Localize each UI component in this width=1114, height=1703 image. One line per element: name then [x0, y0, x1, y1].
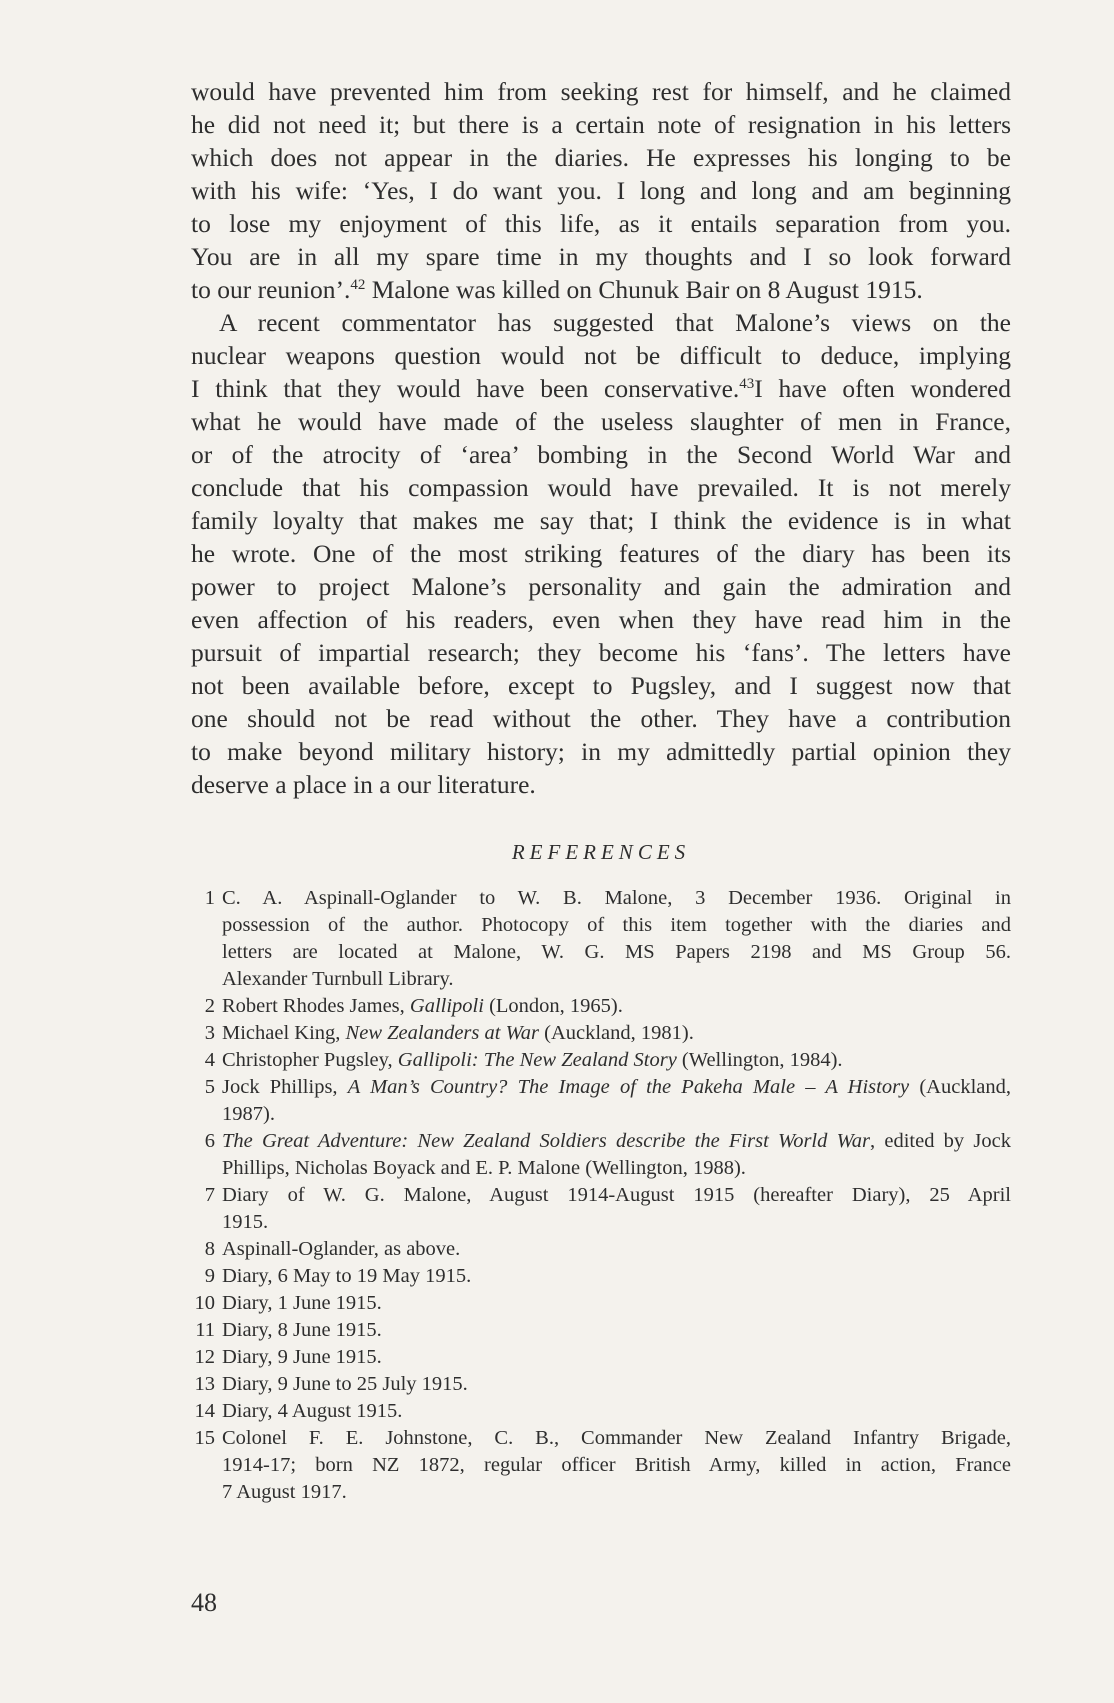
reference-item — [191, 1182, 1011, 1236]
paragraph — [191, 75, 1011, 306]
reference-line: Robert Rhodes James, Gallipoli (London, 1965). — [222, 995, 623, 1017]
reference-line: 1987). — [222, 1103, 275, 1125]
footnote-ref: 43 — [739, 376, 755, 392]
reference-number: 8 — [204, 1238, 215, 1260]
reference-item — [191, 1344, 1011, 1371]
text-line: You are in all my spare time in my thoughts and I so look forward — [191, 242, 1011, 271]
reference-line: C. A. Aspinall-Oglander to W. B. Malone, 3 December 1936. Original in — [222, 887, 1011, 909]
reference-number: 6 — [204, 1130, 215, 1152]
reference-line: Michael King, New Zealanders at War (Auckland, 1981). — [222, 1022, 694, 1044]
italic-title: The Great Adventure: New Zealand Soldiers describe the First World War — [222, 1130, 871, 1152]
reference-number: 2 — [204, 995, 215, 1017]
reference-line: Jock Phillips, A Man’s Country? The Image of the Pakeha Male – A History (Auckland, — [222, 1076, 1011, 1098]
reference-item — [191, 1398, 1011, 1425]
text-line: deserve a place in a our literature. — [191, 770, 536, 799]
reference-number: 9 — [204, 1265, 215, 1287]
reference-item — [191, 1425, 1011, 1506]
text-line: which does not appear in the diaries. He expresses his longing to be — [191, 143, 1011, 172]
text-line: family loyalty that makes me say that; I think the evidence is in what — [191, 506, 1011, 535]
reference-line: Phillips, Nicholas Boyack and E. P. Malone (Wellington, 1988). — [222, 1157, 746, 1179]
reference-line: Diary of W. G. Malone, August 1914-August 1915 (hereafter Diary), 25 April — [222, 1184, 1011, 1206]
reference-line: Aspinall-Oglander, as above. — [222, 1238, 461, 1260]
page-number: 48 — [191, 1588, 217, 1617]
text-line: one should not be read without the other. They have a contribution — [191, 704, 1011, 733]
text-line: to make beyond military history; in my admittedly partial opinion they — [191, 737, 1011, 766]
reference-line: possession of the author. Photocopy of this item together with the diaries and — [222, 914, 1011, 936]
reference-item — [191, 885, 1011, 993]
text-line: he did not need it; but there is a certain note of resignation in his letters — [191, 110, 1011, 139]
text-line: pursuit of impartial research; they become his ‘fans’. The letters have — [191, 638, 1011, 667]
reference-item — [191, 1263, 1011, 1290]
text-line: even affection of his readers, even when they have read him in the — [191, 605, 1011, 634]
reference-number: 13 — [194, 1373, 215, 1395]
reference-item — [191, 1128, 1011, 1182]
text-line: what he would have made of the useless slaughter of men in France, — [191, 407, 1011, 436]
body-text — [191, 75, 1011, 801]
reference-item — [191, 1371, 1011, 1398]
reference-item — [191, 1236, 1011, 1263]
reference-line: Diary, 9 June to 25 July 1915. — [222, 1373, 468, 1395]
reference-number: 5 — [204, 1076, 215, 1098]
references-list — [191, 885, 1011, 1506]
reference-item — [191, 1290, 1011, 1317]
text-line: he wrote. One of the most striking features of the diary has been its — [191, 539, 1011, 568]
references-heading: REFERENCES — [511, 840, 691, 864]
reference-number: 7 — [204, 1184, 215, 1206]
text-line: or of the atrocity of ‘area’ bombing in the Second World War and — [191, 440, 1011, 469]
reference-line: Diary, 1 June 1915. — [222, 1292, 382, 1314]
reference-number: 10 — [194, 1292, 215, 1314]
reference-line: 1915. — [222, 1211, 269, 1233]
reference-line: 1914-17; born NZ 1872, regular officer British Army, killed in action, France — [222, 1454, 1011, 1476]
text-line: A recent commentator has suggested that Malone’s views on the — [219, 308, 1011, 337]
text-line: with his wife: ‘Yes, I do want you. I long and long and am beginning — [191, 176, 1011, 205]
italic-title: Gallipoli — [409, 995, 484, 1017]
paragraph — [191, 306, 1011, 801]
reference-line: Diary, 6 May to 19 May 1915. — [222, 1265, 472, 1287]
reference-line: Diary, 4 August 1915. — [222, 1400, 403, 1422]
reference-line: Alexander Turnbull Library. — [222, 968, 454, 990]
reference-line: letters are located at Malone, W. G. MS Papers 2198 and MS Group 56. — [222, 941, 1011, 963]
reference-item — [191, 1020, 1011, 1047]
text-line: to our reunion’.$^{42}$ Malone was killed on Chunuk Bair on 8 August 1915. — [191, 275, 923, 304]
reference-number: 15 — [194, 1427, 215, 1449]
text-line: would have prevented him from seeking rest for himself, and he claimed — [191, 77, 1011, 106]
reference-line: Diary, 8 June 1915. — [222, 1319, 382, 1341]
text-line: nuclear weapons question would not be difficult to deduce, implying — [191, 341, 1011, 370]
reference-number: 12 — [194, 1346, 215, 1368]
reference-number: 3 — [204, 1022, 215, 1044]
reference-number: 4 — [204, 1049, 215, 1071]
italic-title: Gallipoli: The New Zealand Story — [397, 1049, 677, 1071]
footnote-ref: 42 — [350, 277, 366, 293]
reference-item — [191, 1074, 1011, 1128]
italic-title: A Man’s Country? The Image of the Pakeha Male – A History — [347, 1076, 910, 1098]
reference-line: The Great Adventure: New Zealand Soldiers describe the First World War, edited by Jock — [222, 1130, 1011, 1152]
reference-number: 11 — [195, 1319, 215, 1341]
reference-line: 7 August 1917. — [222, 1481, 347, 1503]
reference-number: 14 — [194, 1400, 215, 1422]
reference-item — [191, 993, 1011, 1020]
reference-line: Christopher Pugsley, Gallipoli: The New Zealand Story (Wellington, 1984). — [222, 1049, 843, 1071]
reference-item — [191, 1317, 1011, 1344]
text-line: not been available before, except to Pugsley, and I suggest now that — [191, 671, 1011, 700]
text-line: conclude that his compassion would have prevailed. It is not merely — [191, 473, 1011, 502]
text-line: to lose my enjoyment of this life, as it entails separation from you. — [191, 209, 1011, 238]
italic-title: New Zealanders at War — [345, 1022, 539, 1044]
text-line: power to project Malone’s personality and gain the admiration and — [191, 572, 1011, 601]
reference-line: Colonel F. E. Johnstone, C. B., Commander New Zealand Infantry Brigade, — [222, 1427, 1011, 1449]
reference-item — [191, 1047, 1011, 1074]
text-line: I think that they would have been conservative.$^{43}$I have often wondered — [191, 374, 1011, 403]
reference-line: Diary, 9 June 1915. — [222, 1346, 382, 1368]
reference-number: 1 — [204, 887, 215, 909]
